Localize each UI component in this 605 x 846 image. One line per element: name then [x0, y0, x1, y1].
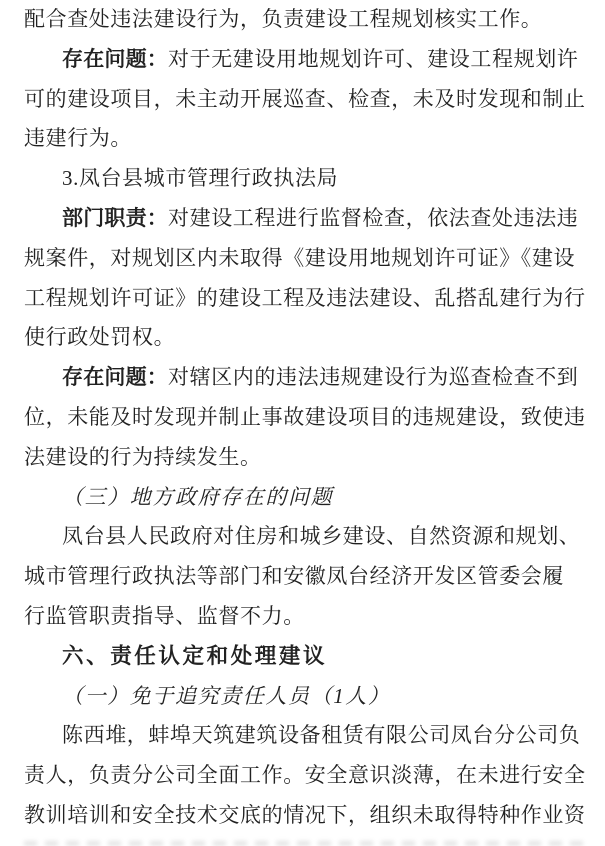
text-line [24, 677, 583, 717]
text-line [24, 80, 586, 120]
line-text: （一）免于追究责任人员（1人） [62, 683, 391, 708]
cutoff-next-line-artifact [24, 841, 583, 846]
text-line [24, 318, 583, 358]
line-text: 对辖区内的违法违规建设行为巡查检查不到 [168, 365, 579, 390]
text-line [24, 517, 583, 557]
line-text: 凤台县人民政府对住房和城乡建设、自然资源和规划、 [62, 524, 581, 549]
line-text: 3.凤台县城市管理行政执法局 [62, 166, 339, 191]
line-text: 法建设的行为持续发生。 [24, 444, 262, 469]
line-text: 对建设工程进行监督检查，依法查处违法违 [168, 205, 579, 230]
line-text: 六、责任认定和处理建议 [62, 643, 328, 668]
text-line [24, 398, 586, 438]
line-text: 使行政处罚权。 [24, 325, 176, 350]
line-text: 陈西堆，蚌埠天筑建筑设备租赁有限公司凤台分公司负 [62, 723, 581, 748]
line-text: 城市管理行政执法等部门和安徽凤台经济开发区管委会履 [24, 564, 564, 589]
text-line [24, 796, 586, 836]
text-line [24, 557, 583, 597]
line-text: 位，未能及时发现并制止事故建设项目的违规建设，致使违 [24, 404, 586, 429]
text-line [24, 438, 583, 478]
text-line [24, 199, 583, 239]
text-line [24, 716, 583, 756]
line-text: 行监管职责指导、监督不力。 [24, 603, 305, 628]
line-text: （三）地方政府存在的问题 [62, 484, 334, 509]
text-line [24, 279, 586, 319]
line-text: 违建行为。 [24, 126, 132, 151]
document-body [24, 0, 586, 836]
text-line [24, 239, 583, 279]
line-text: 配合查处违法建设行为，负责建设工程规划核实工作。 [24, 7, 543, 31]
text-line [24, 119, 583, 159]
text-line [24, 40, 583, 80]
bold-label: 部门职责： [62, 205, 168, 230]
bold-label: 存在问题： [62, 365, 168, 390]
bold-label: 存在问题： [62, 46, 168, 71]
line-text: 责人，负责分公司全面工作。安全意识淡薄，在未进行安全 [24, 763, 586, 788]
text-line [24, 478, 583, 518]
text-line [24, 159, 583, 199]
line-text: 可的建设项目，未主动开展巡查、检查，未及时发现和制止 [24, 86, 586, 111]
line-text: 教训培训和安全技术交底的情况下，组织未取得特种作业资 [24, 802, 586, 827]
text-line [24, 358, 583, 398]
line-text: 工程规划许可证》的建设工程及违法建设、乱搭乱建行为行 [24, 285, 586, 310]
line-text: 规案件，对规划区内未取得《建设用地规划许可证》《建设 [24, 245, 576, 270]
text-line [24, 0, 583, 40]
line-text: 对于无建设用地规划许可、建设工程规划许 [168, 46, 579, 71]
text-line [24, 637, 583, 677]
text-line [24, 756, 586, 796]
text-line [24, 597, 583, 637]
